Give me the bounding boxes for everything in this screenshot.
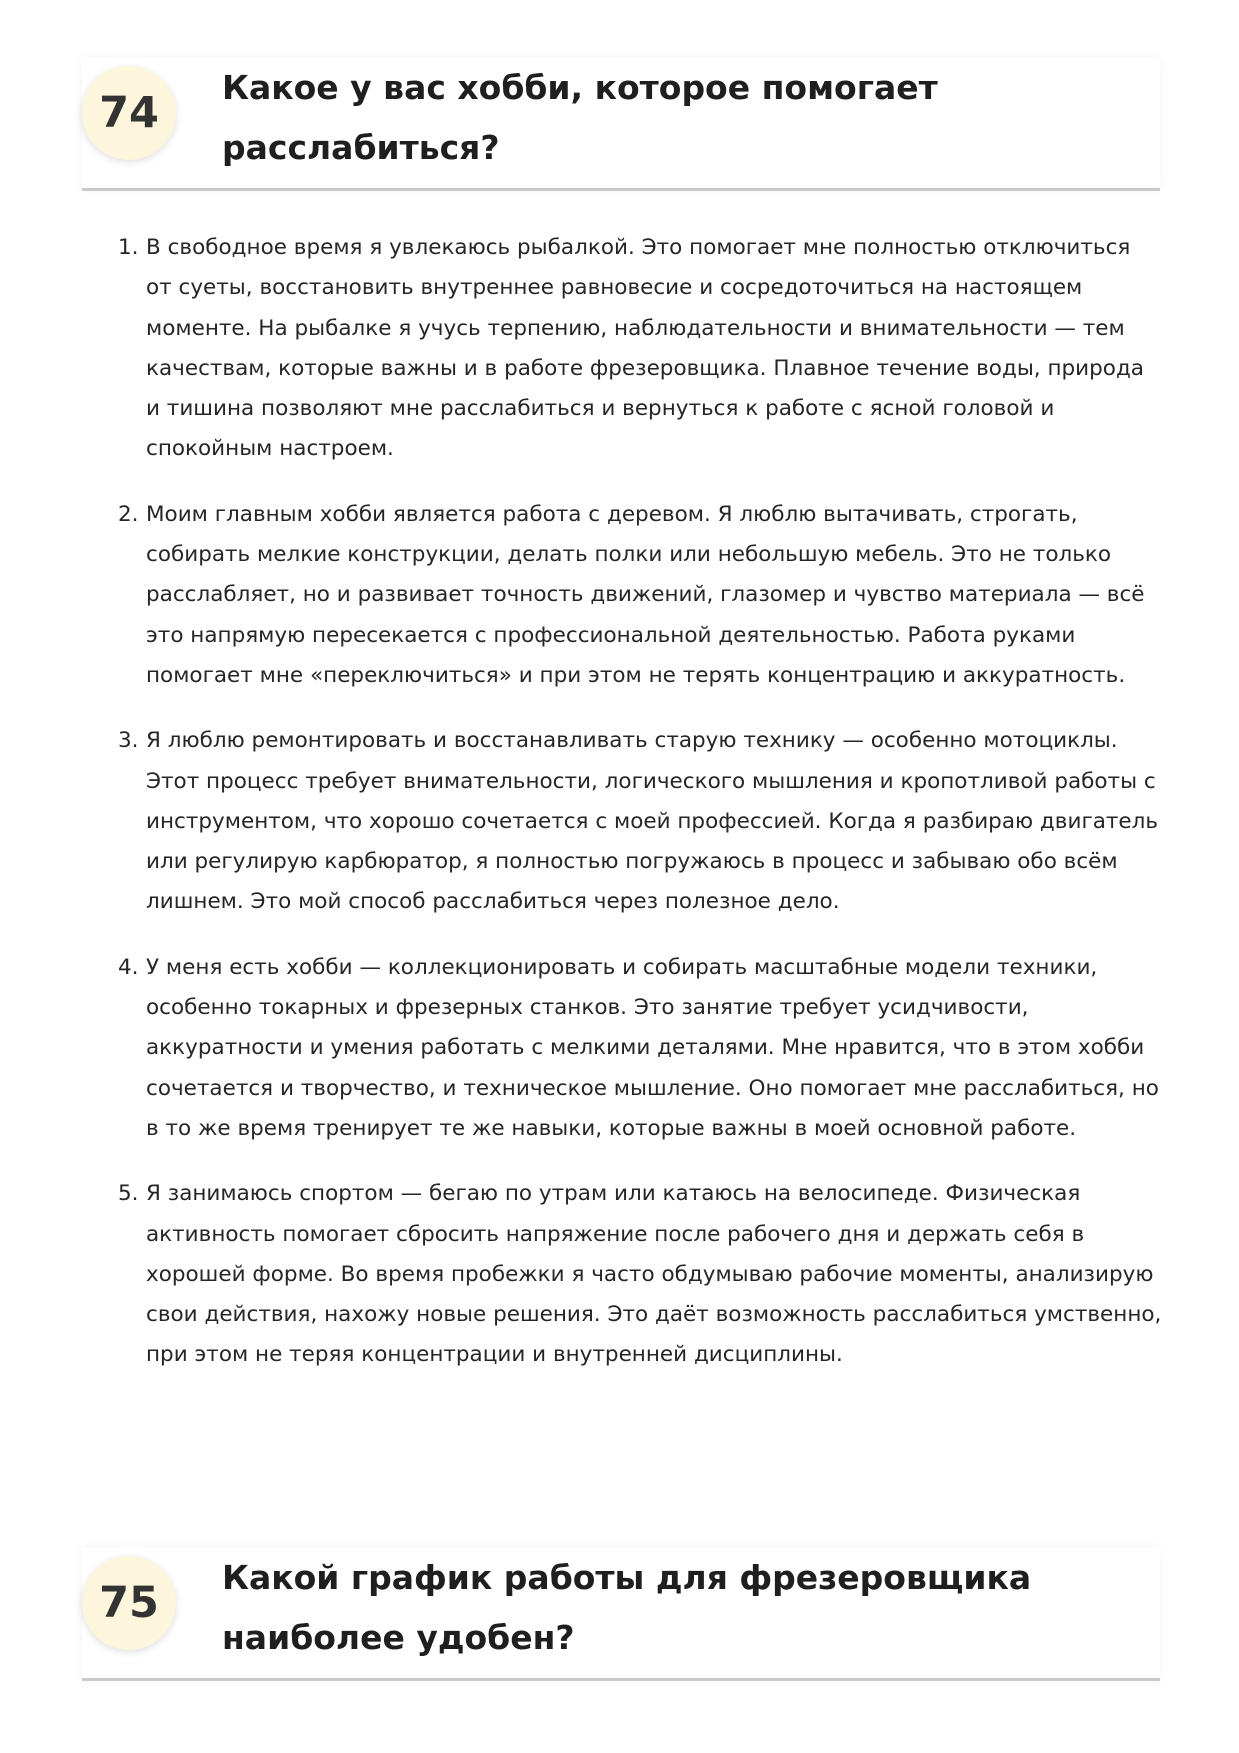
question-title: Какое у вас хобби, которое помогает расслабиться? — [222, 68, 938, 167]
answer-text: Моим главным хобби является работа с деревом. Я люблю вытачивать, строгать, собирать мелкие конструкции, делать полки или небольшую мебель. Это не только расслабляет, но и развивает точность движений, глазомер и чувство материала — всё это напрямую пересекается с профессиональной деятельностью. Работа руками помогает мне «переключиться» и при этом не терять концентрацию и аккуратность. — [146, 501, 1145, 688]
answer-item — [112, 948, 1162, 1149]
answer-item — [112, 228, 1162, 470]
answer-number: 2. — [118, 501, 139, 527]
question-number-badge: 75 — [82, 1556, 176, 1650]
answer-item — [112, 721, 1162, 922]
answer-text: В свободное время я увлекаюсь рыбалкой. Это помогает мне полностью отключиться от суеты, восстановить внутреннее равновесие и сосредоточиться на настоящем моменте. На рыбалке я учусь терпению, наблюдательности и внимательности — тем качествам, которые важны и в работе фрезеровщика. Плавное течение воды, природа и тишина позволяют мне расслабиться и вернуться к работе с ясной головой и спокойным настроем. — [146, 235, 1144, 462]
question-header — [82, 1548, 1160, 1681]
answer-text: У меня есть хобби — коллекционировать и собирать масштабные модели техники, особенно токарных и фрезерных станков. Это занятие требует усидчивости, аккуратности и умения работать с мелкими деталями. Мне нравится, что в этом хобби сочетается и творчество, и техническое мышление. Оно помогает мне расслабиться, но в то же время тренирует те же навыки, которые важны в моей основной работе. — [146, 954, 1159, 1141]
question-number-badge: 74 — [82, 66, 176, 160]
answer-text: Я занимаюсь спортом — бегаю по утрам или катаюсь на велосипеде. Физическая активность помогает сбросить напряжение после рабочего дня и держать себя в хорошей форме. Во время пробежки я часто обдумываю рабочие моменты, анализирую свои действия, нахожу новые решения. Это даёт возможность расслабиться умственно, при этом не теряя концентрации и внутренней дисциплины. — [146, 1181, 1162, 1368]
question-title: Какой график работы для фрезеровщика наиболее удобен? — [222, 1558, 1032, 1657]
answer-number: 5. — [118, 1181, 139, 1207]
answer-item — [112, 495, 1162, 696]
answer-list — [112, 228, 1162, 1401]
question-header — [82, 58, 1160, 191]
answer-number: 1. — [118, 235, 139, 260]
answer-item — [112, 1174, 1162, 1375]
answer-number: 4. — [118, 954, 139, 980]
answer-number: 3. — [118, 728, 139, 754]
answer-text: Я люблю ремонтировать и восстанавливать старую технику — особенно мотоциклы. Этот процесс требует внимательности, логического мышления и кропотливой работы с инструментом, что хорошо сочетается с моей профессией. Когда я разбираю двигатель или регулирую карбюратор, я полностью погружаюсь в процесс и забываю обо всём лишнем. Это мой способ расслабиться через полезное дело. — [146, 728, 1159, 915]
